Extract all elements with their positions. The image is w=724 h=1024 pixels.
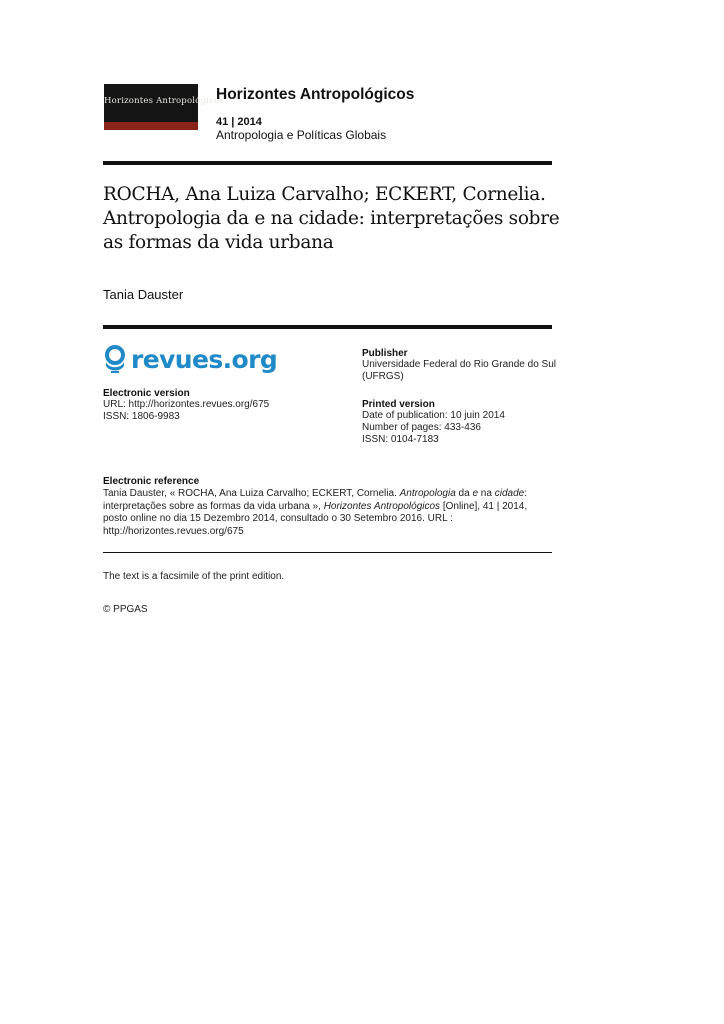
electronic-reference-label: Electronic reference <box>103 476 200 487</box>
journal-title: Horizontes Antropológicos <box>216 86 415 103</box>
revues-org-icon <box>103 345 127 373</box>
electronic-reference-text <box>103 488 553 538</box>
reference-part-5[interactable]: [Online], 41 | 2014, posto online no dia 15 Dezembro 2014, consultado o 30 Setembro 2016. URL : http://horizontes.revues.org/675 <box>103 500 528 537</box>
article-title-line-2: Antropologia da e na cidade: interpretações sobre <box>103 208 560 229</box>
publisher-block <box>362 348 562 383</box>
reference-italic-4: Horizontes Antropológicos <box>323 500 441 512</box>
publisher-label: Publisher <box>362 348 408 359</box>
bottom-divider <box>103 552 552 553</box>
journal-logo <box>104 84 224 130</box>
reference-italic-2: e <box>472 488 479 499</box>
revues-org-logo <box>103 345 277 373</box>
printed-version-issn: ISSN: 0104-7183 <box>362 434 439 445</box>
article-title-line-1: ROCHA, Ana Luiza Carvalho; ECKERT, Cornelia. <box>103 184 546 205</box>
article-title <box>103 183 563 255</box>
electronic-version-block <box>103 388 269 423</box>
electronic-version-issn: ISSN: 1806-9983 <box>103 411 180 422</box>
top-divider <box>103 161 552 165</box>
reference-part-3: na <box>478 488 495 499</box>
printed-version-block <box>362 399 562 446</box>
reference-part-2: da <box>455 488 473 499</box>
facsimile-note: The text is a facsimile of the print edition. <box>103 571 285 582</box>
issue-number: 41 | 2014 <box>216 116 262 128</box>
reference-part-1: Tania Dauster, « ROCHA, Ana Luiza Carvalho; ECKERT, Cornelia. <box>103 488 400 499</box>
article-author: Tania Dauster <box>103 287 184 302</box>
printed-version-pages: Number of pages: 433-436 <box>362 422 481 433</box>
reference-italic-1: Antropologia <box>399 488 456 499</box>
reference-part-4: : interpretações sobre as formas da vida urbana », <box>103 488 527 512</box>
issue-subtitle: Antropologia e Políticas Globais <box>216 128 387 142</box>
electronic-version-label: Electronic version <box>103 388 190 399</box>
printed-version-date: Date of publication: 10 juin 2014 <box>362 410 505 421</box>
electronic-reference-label-wrap <box>103 476 199 487</box>
publisher-name-line-1: Universidade Federal do Rio Grande do Sul <box>362 359 556 370</box>
reference-italic-3: cidade <box>494 488 525 499</box>
revues-org-wordmark: revues.org <box>131 344 278 374</box>
copyright-notice: © PPGAS <box>103 604 148 615</box>
electronic-version-url[interactable]: URL: http://horizontes.revues.org/675 <box>103 399 270 410</box>
article-title-line-3: as formas da vida urbana <box>103 232 334 253</box>
printed-version-label: Printed version <box>362 399 435 410</box>
journal-logo-text: Horizontes Antropológicos <box>104 96 224 106</box>
publisher-name-line-2: (UFRGS) <box>362 371 404 382</box>
middle-divider <box>103 325 552 329</box>
journal-logo-band <box>104 122 198 130</box>
